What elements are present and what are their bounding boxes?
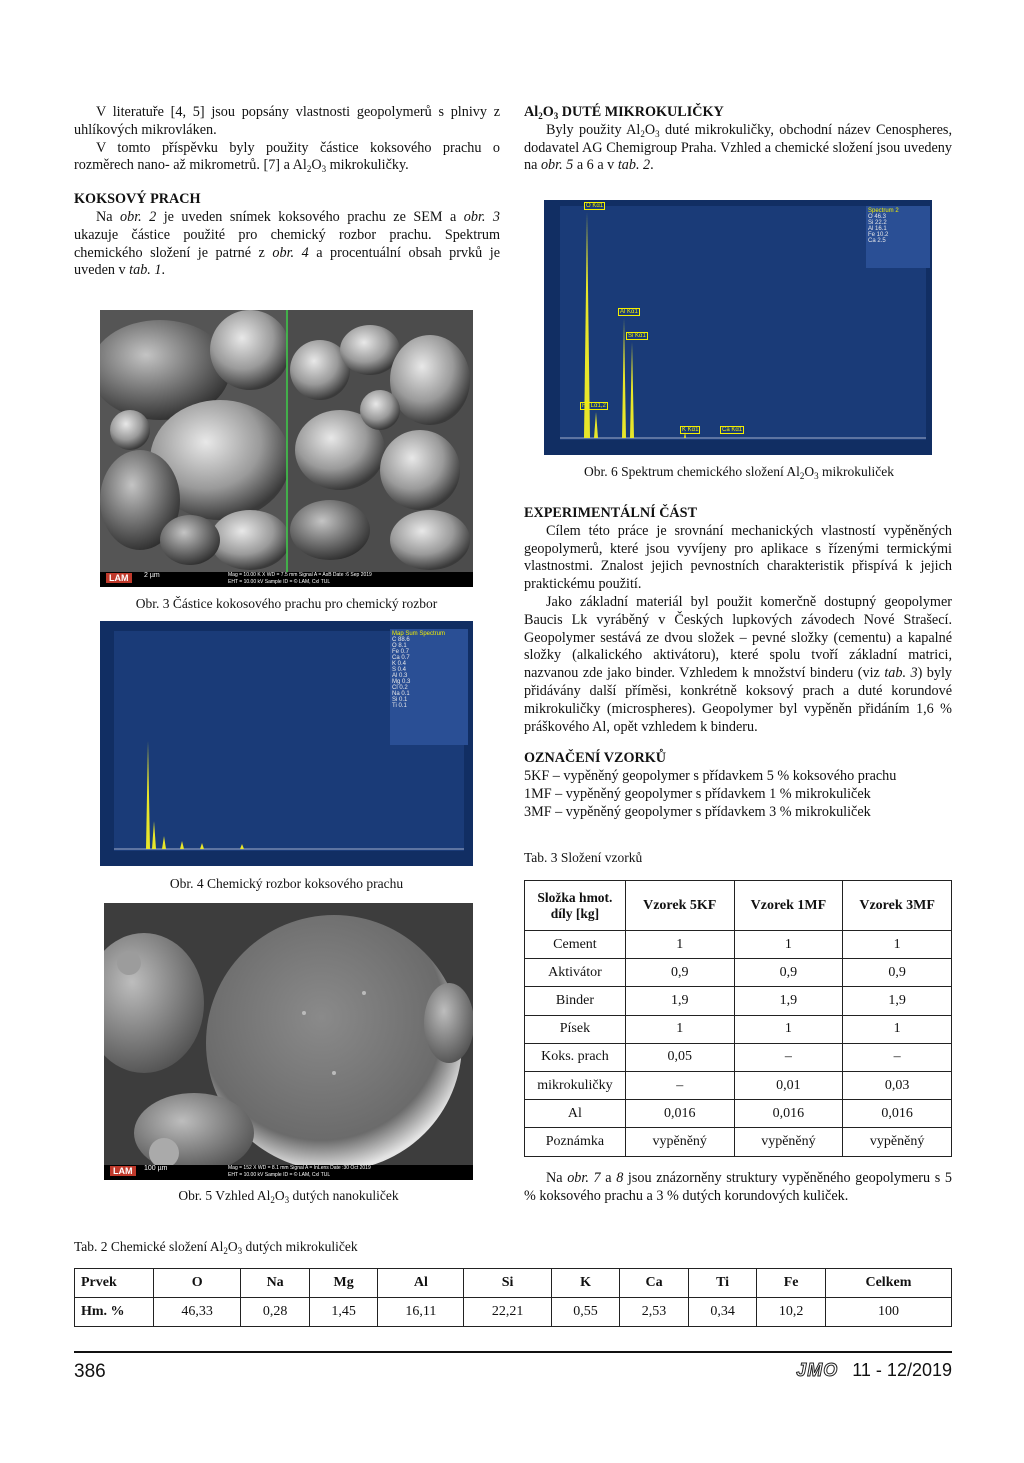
sem-image-microspheres	[104, 903, 473, 1180]
peak-label: O Kα1	[586, 203, 604, 209]
sample-line: 1MF – vypěněný geopolymer s přídavkem 1 % mikrokuliček	[524, 785, 871, 802]
paragraph: V tomto příspěvku byly použity částice koksového prachu o rozměrech nano- až mikrometrů. [7] a $Al_2O_3$ mikrokuličky.	[74, 139, 500, 175]
table-header: Vzorek 3MF	[843, 881, 952, 931]
spectrum-legend	[866, 206, 930, 268]
peak-label: Si Kα1	[628, 333, 646, 339]
table-cell: 0,016	[843, 1100, 952, 1128]
sem-texture	[100, 310, 473, 587]
table-cell: vypěněný	[843, 1128, 952, 1156]
peak-label: Ca Kα1	[722, 427, 743, 433]
table-cell: 100	[825, 1298, 951, 1327]
instrument-logo: LAM	[106, 573, 132, 583]
legend-row: Mg 0.3	[392, 679, 411, 685]
figure-caption: Obr. 6 Spektrum chemického složení $Al_2O_3$ mikrokuliček	[583, 464, 895, 481]
sem-image-coke-dust	[100, 310, 473, 587]
table-row	[525, 959, 952, 987]
table-cell: 1	[843, 931, 952, 959]
table-cell: Binder	[525, 987, 626, 1015]
table-header: Na	[241, 1269, 310, 1298]
table-cell: Poznámka	[525, 1128, 626, 1156]
sample-line: 5KF – vypěněný geopolymer s přídavkem 5 % koksového prachu	[524, 768, 897, 785]
table-header: Složka hmot. díly [kg]	[525, 881, 626, 931]
section-heading: OZNAČENÍ VZORKŮ	[524, 750, 667, 767]
instrument-logo: LAM	[110, 1166, 136, 1176]
spectrum-coke-dust	[100, 621, 473, 866]
table-cell: –	[734, 1043, 843, 1071]
table-cell: Aktivátor	[525, 959, 626, 987]
table-header: Prvek	[75, 1269, 154, 1298]
paragraph: V literatuře [4, 5] jsou popsány vlastnosti geopolymerů s plnivy z uhlíkových mikrovláken.	[74, 104, 500, 138]
table-row	[75, 1298, 952, 1327]
table-cell: 1,9	[734, 987, 843, 1015]
table-header: Ti	[688, 1269, 757, 1298]
paragraph: Na obr. 2 je uveden snímek koksového prachu ze SEM a obr. 3 ukazuje částice použité pro chemický rozbor prachu. Spektrum chemického složení je patrné z obr. 4 a procentuální obsah prvků je uveden v tab. 1.	[74, 208, 501, 279]
spectrum-microspheres	[544, 200, 932, 455]
table-header: Al	[378, 1269, 464, 1298]
table-row	[525, 1015, 952, 1043]
table-cell: Al	[525, 1100, 626, 1128]
table-cell: –	[625, 1071, 734, 1099]
table-row	[75, 1269, 952, 1298]
peak-label: K Kα1	[682, 427, 699, 433]
section-heading: KOKSOVÝ PRACH	[74, 191, 201, 208]
legend-row: Fe 0.7	[392, 649, 410, 655]
table-cell: 0,03	[843, 1071, 952, 1099]
table-cell: 1	[625, 931, 734, 959]
table-cell: 1	[843, 1015, 952, 1043]
table-header: Si	[464, 1269, 551, 1298]
table-header: O	[154, 1269, 241, 1298]
table-header: K	[551, 1269, 620, 1298]
legend-row: O 8.1	[392, 643, 407, 649]
legend-row: Ti 0.1	[392, 703, 407, 709]
table-cell: –	[843, 1043, 952, 1071]
legend-row: Si 22.2	[868, 220, 887, 226]
table-cell: 0,28	[241, 1298, 310, 1327]
legend-row: Al 16.1	[868, 226, 887, 232]
table-row	[525, 1071, 952, 1099]
table-cell: 0,34	[688, 1298, 757, 1327]
paragraph: Na obr. 7 a 8 jsou znázorněny struktury vypěněného geopolymeru s 5 % koksového prachu a 3 % dutých korundových kuliček.	[524, 1170, 952, 1204]
table-cell: 1	[734, 931, 843, 959]
figure-caption: Obr. 4 Chemický rozbor koksového prachu	[169, 876, 404, 891]
table-cell: 10,2	[757, 1298, 826, 1327]
paragraph: Cílem této práce je srovnání mechanických vlastností vypěněných geopolymerů, které jsou vyvíjeny pro aplikace s řízenými termickými vlastnostmi. Znalost jejich pevnostních charakteristik přispívá k jejich praktickému použití.	[524, 522, 952, 593]
right-column-top	[524, 104, 952, 175]
table-cell: 0,9	[625, 959, 734, 987]
chemical-composition-table	[74, 1268, 952, 1327]
left-column-text	[74, 104, 500, 280]
table-cell: 0,55	[551, 1298, 620, 1327]
table-header: Ca	[620, 1269, 689, 1298]
right-column-bottom	[524, 1170, 952, 1206]
instrument-info: EHT = 10.00 kV Sample ID = © LAM, CxI TUL	[228, 1172, 331, 1178]
table-cell: 1	[734, 1015, 843, 1043]
legend-row: S 0.4	[392, 667, 407, 673]
table-header: Vzorek 1MF	[734, 881, 843, 931]
table-cell: 1	[625, 1015, 734, 1043]
legend-row: Fe 10.2	[868, 232, 889, 238]
table-cell: 0,016	[625, 1100, 734, 1128]
table-header: Celkem	[825, 1269, 951, 1298]
section-heading: $Al_2O_3$ DUTÉ MIKROKULIČKY	[524, 104, 724, 121]
table-caption: Tab. 3 Složení vzorků	[524, 850, 643, 865]
issue-label: 11 - 12/2019	[852, 1360, 952, 1380]
table-cell: 0,016	[734, 1100, 843, 1128]
table-cell: Písek	[525, 1015, 626, 1043]
peak-label: Fe Lα1,2	[582, 403, 606, 409]
legend-title: Map Sum Spectrum	[392, 631, 446, 637]
legend-row: C 88.6	[392, 637, 410, 643]
table-row	[525, 987, 952, 1015]
legend-row: O 46.3	[868, 214, 887, 220]
table-row	[525, 1100, 952, 1128]
table-cell: 0,9	[843, 959, 952, 987]
section-heading: EXPERIMENTÁLNÍ ČÁST	[524, 505, 698, 521]
legend-row: K 0.4	[392, 661, 407, 667]
scale-label: 100 µm	[144, 1165, 168, 1172]
instrument-info: EHT = 10.00 kV Sample ID = © LAM, CxI TUL	[228, 579, 331, 585]
table-header: Vzorek 5KF	[625, 881, 734, 931]
table-row	[525, 931, 952, 959]
figure-caption: Obr. 3 Částice kokosového prachu pro chemický rozbor	[135, 596, 438, 611]
legend-row: Na 0.1	[392, 691, 410, 697]
legend-row: Si 0.1	[392, 697, 408, 703]
page-number: 386	[74, 1361, 106, 1382]
table-header: Fe	[757, 1269, 826, 1298]
table-cell: 1,9	[843, 987, 952, 1015]
sem-texture	[104, 903, 473, 1180]
table-cell: 0,01	[734, 1071, 843, 1099]
legend-row: Ca 0.7	[392, 655, 410, 661]
table-row	[525, 1043, 952, 1071]
right-column-middle	[524, 505, 952, 822]
table-cell: Koks. prach	[525, 1043, 626, 1071]
peak-label: Al Kα1	[620, 309, 638, 315]
journal-issue	[796, 1360, 952, 1381]
figure-caption: Obr. 5 Vzhled $Al_2O_3$ dutých nanokuliček	[178, 1188, 399, 1205]
sample-line: 3MF – vypěněný geopolymer s přídavkem 3 % mikrokuliček	[524, 803, 871, 820]
legend-row: Ca 2.5	[868, 238, 886, 244]
legend-title: Spectrum 2	[868, 208, 899, 214]
instrument-info: Mag = 10.00 K X WD = 7.5 mm Signal A = AsB Date :6 Sep 2019	[228, 572, 372, 578]
paragraph: Byly použity $Al_2O_3$ duté mikrokuličky, obchodní název Cenospheres, dodavatel AG Chemigroup Praha. Vzhled a chemické složení jsou uvedeny na obr. 5 a 6 a v tab. 2.	[524, 121, 952, 174]
legend-row: Al 0.3	[392, 673, 408, 679]
table-cell: 1,45	[309, 1298, 378, 1327]
samples-composition-table	[524, 880, 952, 1157]
table-cell: 22,21	[464, 1298, 551, 1327]
spectrum-legend	[390, 629, 468, 745]
paragraph: Jako základní materiál byl použit komerčně dostupný geopolymer Baucis Lk vyráběný v Českých lupkových závodech Nové Strašecí. Geopolymer sestává ze dvou složek – pevné složky (cementu) a kapalné složky (alkalického aktivátoru), které spolu tvoří základní matrici, nazvanou zde jako binder. Vzhledem k množství binderu (viz tab. 3) byly přidávány další příměsi, konkrétně koksový prach a duté korundové mikrokuličky (microspheres). Geopolymer byl vypěněn přidáním 1,6 % práškového Al, opět vzhledem k binderu.	[524, 593, 952, 735]
scale-label: 2 µm	[144, 572, 160, 579]
table-cell: Cement	[525, 931, 626, 959]
table-cell: 0,9	[734, 959, 843, 987]
table-cell: vypěněný	[625, 1128, 734, 1156]
table-cell: 0,05	[625, 1043, 734, 1071]
footer-rule	[74, 1351, 952, 1353]
table-cell: 46,33	[154, 1298, 241, 1327]
table-cell: 16,11	[378, 1298, 464, 1327]
table-cell: 1,9	[625, 987, 734, 1015]
journal-logo: JMO	[796, 1360, 839, 1380]
table-header: Mg	[309, 1269, 378, 1298]
table-cell: vypěněný	[734, 1128, 843, 1156]
instrument-info: Mag = 152 X WD = 8.1 mm Signal A = InLens Date :30 Oct 2019	[228, 1165, 371, 1171]
table-cell: 2,53	[620, 1298, 689, 1327]
table-row	[525, 1128, 952, 1156]
legend-row: Cl 0.2	[392, 685, 408, 691]
table-header: Hm. %	[75, 1298, 154, 1327]
table-caption: Tab. 2 Chemické složení $Al_2O_3$ dutých mikrokuliček	[74, 1239, 358, 1256]
table-cell: mikrokuličky	[525, 1071, 626, 1099]
